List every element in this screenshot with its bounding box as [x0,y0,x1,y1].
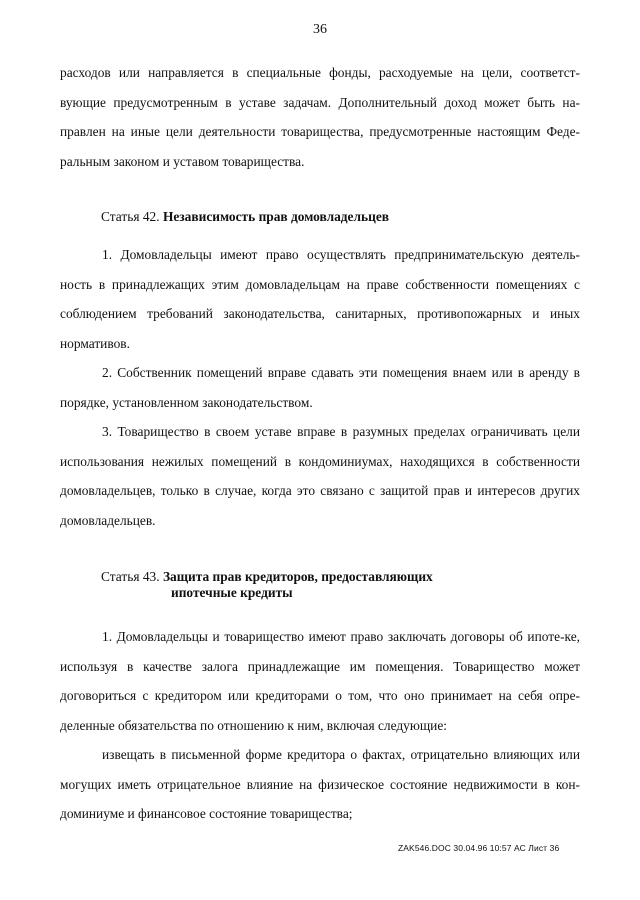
article-43-heading [101,568,433,585]
article-42-paragraph-2: 2. Собственник помещений вправе сдавать эти помещения внаем или в аренду в порядке, установленном законодательством. [60,365,580,410]
intro-paragraph: расходов или направляется в специальные фонды, расходуемые на цели, соответст-вующие предусмотренным в уставе задачам. Дополнительный доход может быть на-правлен на иные цели деятельности товарищества, предусмотренные настоящим Феде-ральным законом и уставом товарищества. [60,65,580,169]
article-42-title: Независимость прав домовладельцев [162,209,389,224]
article-42-label: Статья 42. [101,209,160,224]
page-number: 36 [313,22,327,37]
article-43-paragraph-1: 1. Домовладельцы и товарищество имеют право заключать договоры об ипоте-ке, используя в качестве залога принадлежащие им помещения. Товарищество может договориться с кредитором или кредиторами о том, что оно принимает на себя опре-деленные обязательства по отношению к ним, включая следующие: [60,629,580,733]
article-43-paragraph-2: извещать в письменной форме кредитора о фактах, отрицательно влияющих или могущих иметь отрицательное влияние на физическое состояние недвижимости в кон-доминиуме и финансовое состояние товарищества; [60,747,580,821]
article-43-body [60,622,580,829]
article-42-heading [101,208,389,225]
article-43-label: Статья 43. [101,569,160,584]
article-43-title-line-1: Защита прав кредиторов, предоставляющих [162,569,433,584]
article-43-title-line-2: ипотечные кредиты [171,585,293,600]
article-42-paragraph-3: 3. Товарищество в своем уставе вправе в разумных пределах ограничивать цели использования нежилых помещений в кондоминиумах, находящихся в собственности домовладельцев, только в случае, когда это связано с защитой прав и интересов других домовладельцев. [60,424,580,528]
document-footer: ZAK546.DOC 30.04.96 10:57 АС Лист 36 [398,843,560,853]
article-42-body [60,240,580,535]
article-42-paragraph-1: 1. Домовладельцы имеют право осуществлять предпринимательскую деятель-ность в принадлежащих этим домовладельцам на праве собственности помещениях с соблюдением требований законодательства, санитарных, противопожарных и иных нормативов. [60,247,580,351]
intro-paragraph-block [60,58,580,176]
